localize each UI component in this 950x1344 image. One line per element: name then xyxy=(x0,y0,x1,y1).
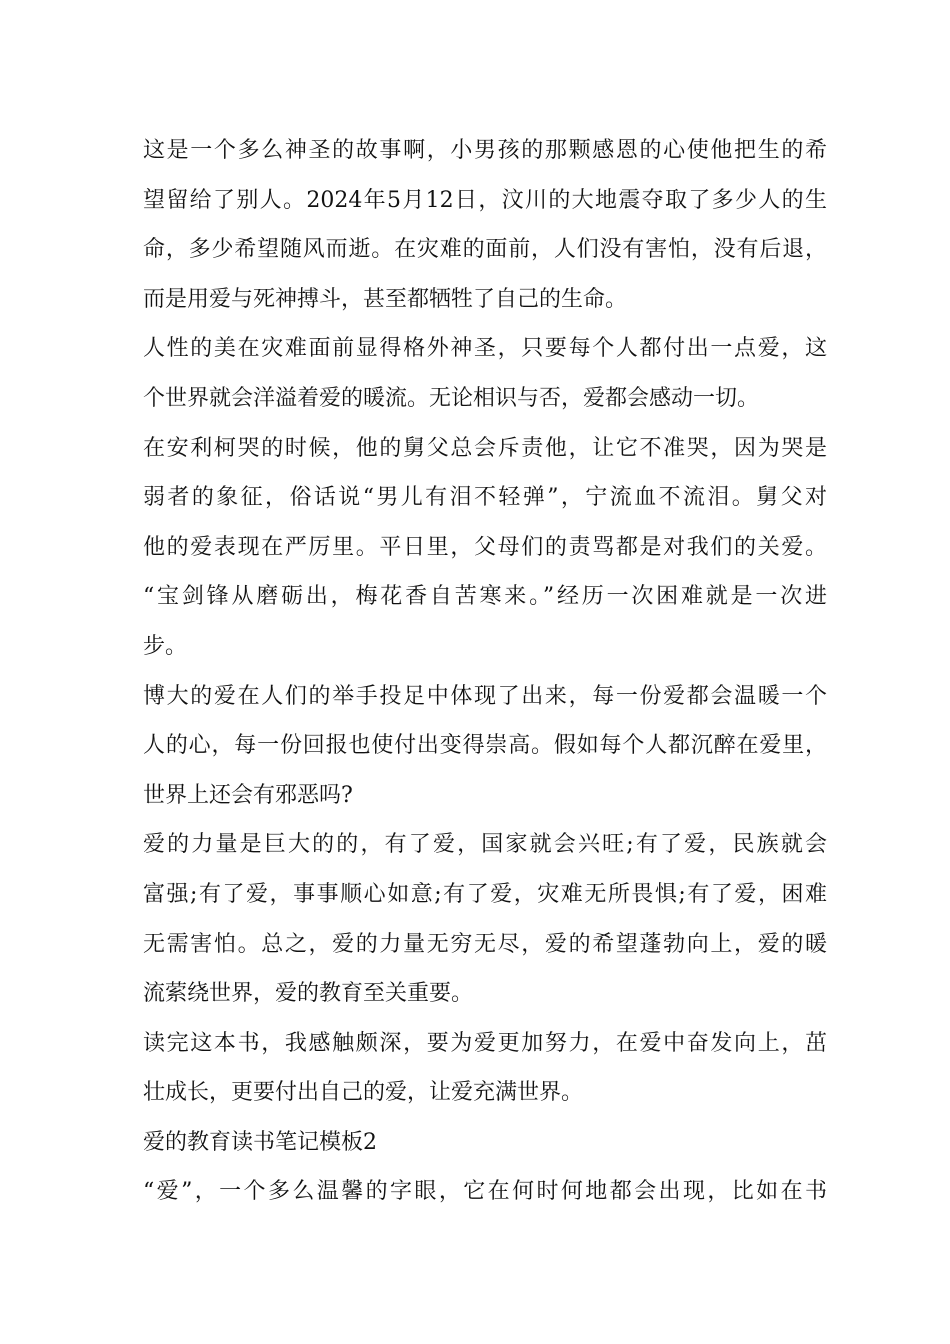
text-line: 博大的爱在人们的举手投足中体现了出来，每一份爱都会温暖一个 xyxy=(143,683,827,709)
text-line: 人性的美在灾难面前显得格外神圣，只要每个人都付出一点爱，这 xyxy=(143,336,827,362)
text-line: 人的心，每一份回报也使付出变得崇高。假如每个人都沉醉在爱里， xyxy=(143,733,827,759)
text-line: “宝剑锋从磨砺出，梅花香自苦寒来。”经历一次困难就是一次进 xyxy=(143,584,827,610)
text-line: 无需害怕。总之，爱的力量无穷无尽，爱的希望蓬勃向上，爱的暖 xyxy=(143,931,827,957)
text-line: 望留给了别人。2024年5月12日，汶川的大地震夺取了多少人的生 xyxy=(143,187,827,213)
paragraph-1 xyxy=(143,126,827,324)
text-line: 在安利柯哭的时候，他的舅父总会斥责他，让它不准哭，因为哭是 xyxy=(143,435,827,461)
paragraph-3 xyxy=(143,424,827,672)
text-line: 读完这本书，我感触颇深，要为爱更加努力，在爱中奋发向上，茁 xyxy=(143,1030,827,1056)
document-body xyxy=(143,126,827,1217)
text-line: 这是一个多么神圣的故事啊，小男孩的那颗感恩的心使他把生的希 xyxy=(143,138,827,163)
text-line: 步。 xyxy=(143,633,188,659)
paragraph-6 xyxy=(143,1019,827,1118)
text-line: 他的爱表现在严厉里。平日里，父母们的责骂都是对我们的关爱。 xyxy=(143,534,827,560)
text-line: 弱者的象征，俗话说“男儿有泪不轻弹”，宁流血不流泪。舅父对 xyxy=(143,485,827,511)
paragraph-5 xyxy=(143,820,827,1018)
paragraph-2 xyxy=(143,324,827,423)
paragraph-4 xyxy=(143,672,827,821)
section-heading: 爱的教育读书笔记模板2 xyxy=(143,1129,377,1155)
paragraph-7 xyxy=(143,1167,827,1217)
text-line: 个世界就会洋溢着爱的暖流。无论相识与否，爱都会感动一切。 xyxy=(143,385,760,411)
text-line: 流萦绕世界，爱的教育至关重要。 xyxy=(143,981,474,1007)
text-line: “爱”，一个多么温馨的字眼，它在何时何地都会出现，比如在书 xyxy=(143,1179,827,1205)
text-line: 而是用爱与死神搏斗，甚至都牺牲了自己的生命。 xyxy=(143,286,628,312)
text-line: 富强;有了爱，事事顺心如意;有了爱，灾难无所畏惧;有了爱，困难 xyxy=(143,881,827,907)
text-line: 命，多少希望随风而逝。在灾难的面前，人们没有害怕，没有后退， xyxy=(143,237,827,263)
text-line: 世界上还会有邪恶吗? xyxy=(143,782,353,808)
text-line: 爱的力量是巨大的的，有了爱，国家就会兴旺;有了爱，民族就会 xyxy=(143,832,827,858)
text-line: 壮成长，更要付出自己的爱，让爱充满世界。 xyxy=(143,1080,584,1106)
